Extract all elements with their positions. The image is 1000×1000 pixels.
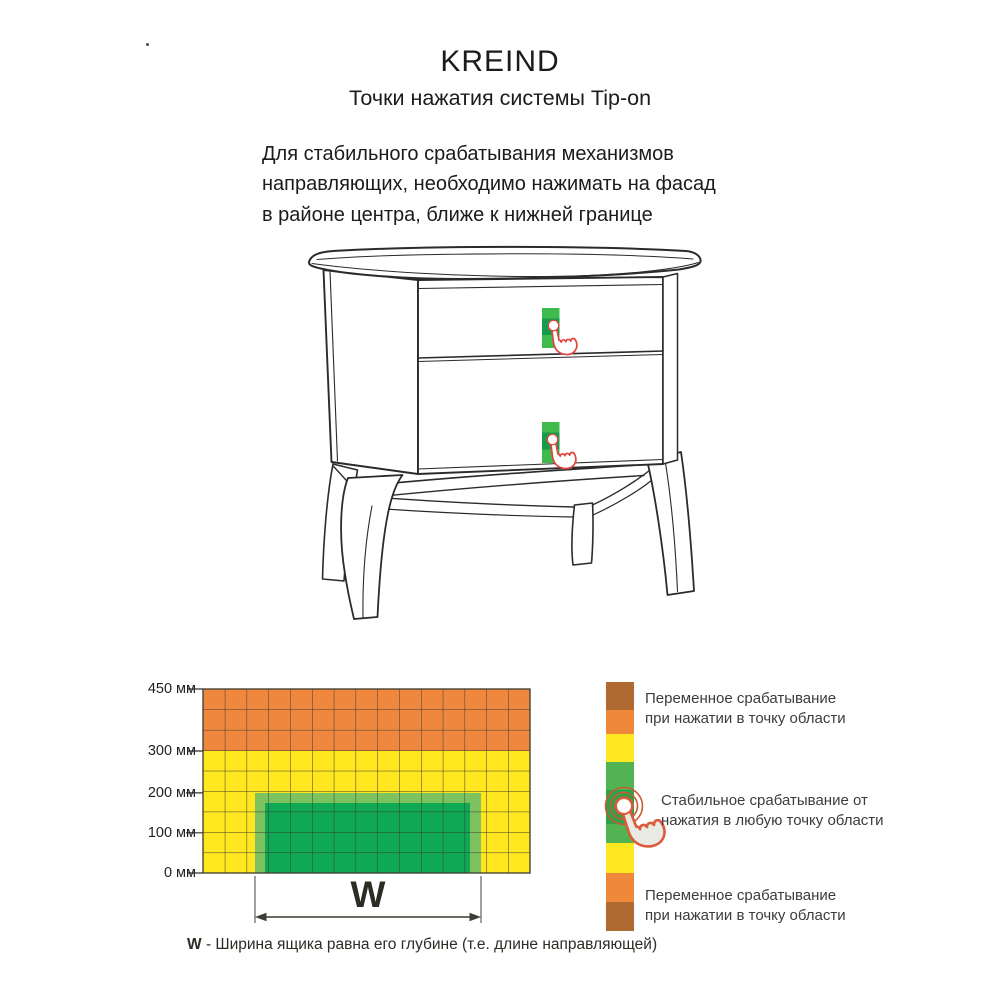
legend-item-variable-bottom: Переменное срабатывание при нажатии в точку области	[645, 887, 846, 924]
axis-label-450: 450 мм	[147, 681, 196, 697]
description-line-2: направляющих, необходимо нажимать на фасад	[262, 173, 716, 196]
axis-label-0: 0 мм	[163, 865, 196, 881]
width-symbol: W	[350, 874, 386, 915]
description-line-1: Для стабильного срабатывания механизмов	[262, 143, 674, 165]
page-subtitle: Точки нажатия системы Tip-on	[348, 86, 652, 110]
description-line-3: в районе центра, ближе к нижней границе	[262, 203, 653, 226]
cabinet-front-face	[418, 277, 663, 474]
cabinet-front-left-leg	[341, 475, 402, 619]
cabinet-top	[309, 247, 701, 279]
legend-item-variable-top: Переменное срабатывание при нажатии в точку области	[645, 690, 846, 727]
caption-symbol: W	[187, 936, 202, 953]
diagram-caption	[187, 936, 657, 954]
legend-item-stable: Стабильное срабатывание от нажатия в любую точку области	[661, 792, 884, 829]
caption-text: - Ширина ящика равна его глубине (т.е. длине направляющей)	[201, 936, 658, 953]
cabinet-drawing	[309, 247, 701, 619]
zone-grid	[186, 689, 530, 873]
cabinet-back-right-leg	[572, 503, 593, 565]
axis-label-300: 300 мм	[147, 743, 196, 759]
axis-label-200: 200 мм	[147, 785, 196, 801]
cabinet-side-panel	[324, 270, 419, 474]
cabinet-right-stile	[663, 274, 678, 465]
cabinet-front-right-leg	[647, 452, 694, 595]
axis-label-100: 100 мм	[147, 824, 196, 841]
brand-title: KREIND	[440, 45, 560, 78]
